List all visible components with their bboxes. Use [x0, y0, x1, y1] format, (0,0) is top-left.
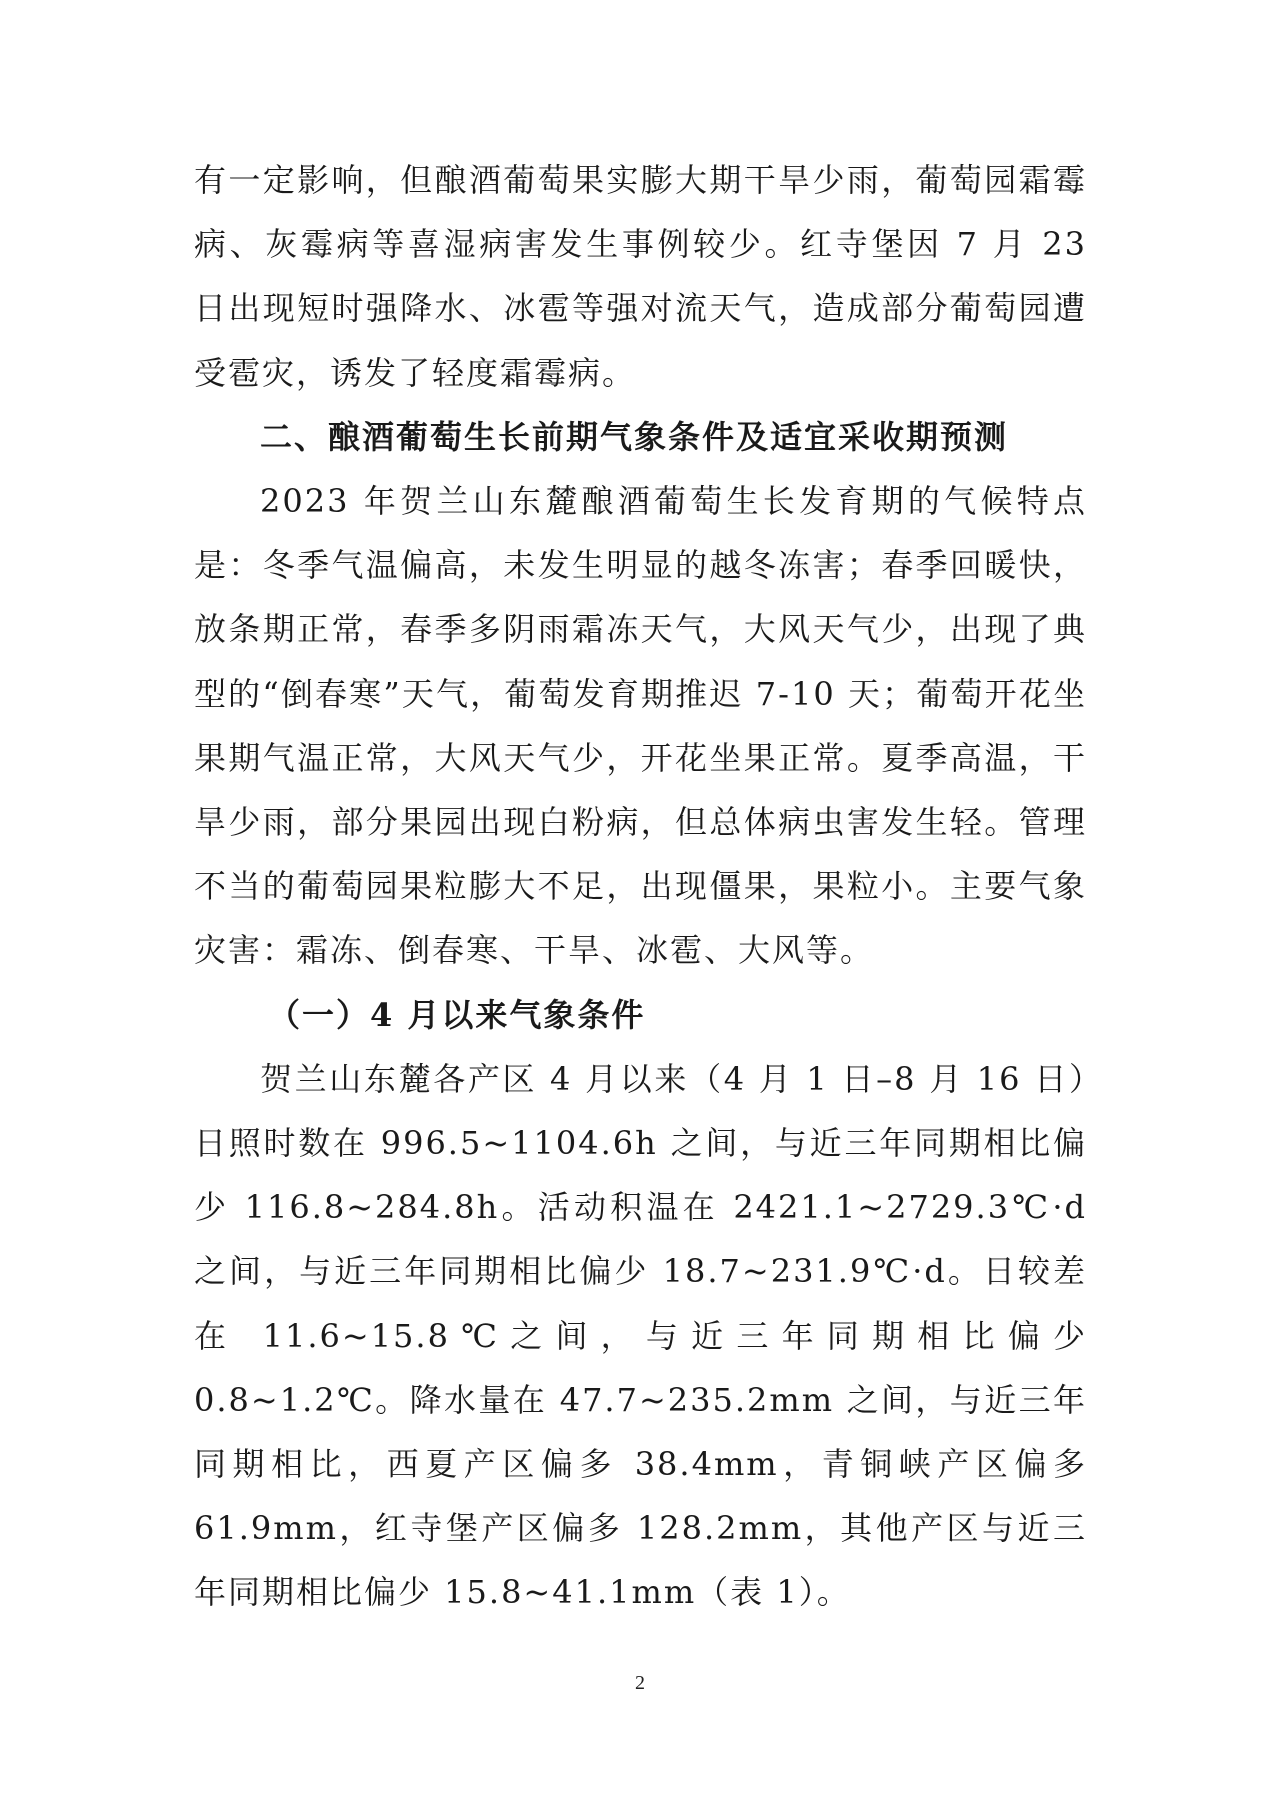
weather-conditions-paragraph: 贺兰山东麓各产区 4 月以来（4 月 1 日–8 月 16 日）日照时数在 996.5~1104.6h 之间，与近三年同期相比偏少 116.8~284.8h。活动积温在 2421.1~2729.3℃·d 之间，与近三年同期相比偏少 18.7~231.9℃·d。日较差在 11.6~15.8℃之间，与近三年同期相比偏少 0.8~1.2℃。降水量在 47.7~235.2mm 之间，与近三年同期相比，西夏产区偏多 38.4mm，青铜峡产区偏多 61.9mm，红寺堡产区偏多 128.2mm，其他产区与近三年同期相比偏少 15.8~41.1mm（表 1）。	[194, 1059, 1087, 1612]
subsection-heading: （一）4 月以来气象条件	[268, 995, 646, 1034]
climate-summary-paragraph: 2023 年贺兰山东麓酿酒葡萄生长发育期的气候特点是：冬季气温偏高，未发生明显的越冬冻害；春季回暖快，放条期正常，春季多阴雨霜冻天气，大风天气少，出现了典型的“倒春寒”天气，葡萄发育期推迟 7-10 天；葡萄开花坐果期气温正常，大风天气少，开花坐果正常。夏季高温，干旱少雨，部分果园出现白粉病，但总体病虫害发生轻。管理不当的葡萄园果粒膨大不足，出现僵果，果粒小。主要气象灾害：霜冻、倒春寒、干旱、冰雹、大风等。	[194, 482, 1087, 970]
page-number: 2	[635, 1672, 645, 1694]
continuation-paragraph: 有一定影响，但酿酒葡萄果实膨大期干旱少雨，葡萄园霜霉病、灰霉病等喜湿病害发生事例较少。红寺堡因 7 月 23 日出现短时强降水、冰雹等强对流天气，造成部分葡萄园遭受雹灾，诱发了轻度霜霉病。	[194, 161, 1087, 392]
section-heading: 二、酿酒葡萄生长前期气象条件及适宜采收期预测	[260, 417, 1009, 456]
page-body	[194, 148, 1087, 1625]
